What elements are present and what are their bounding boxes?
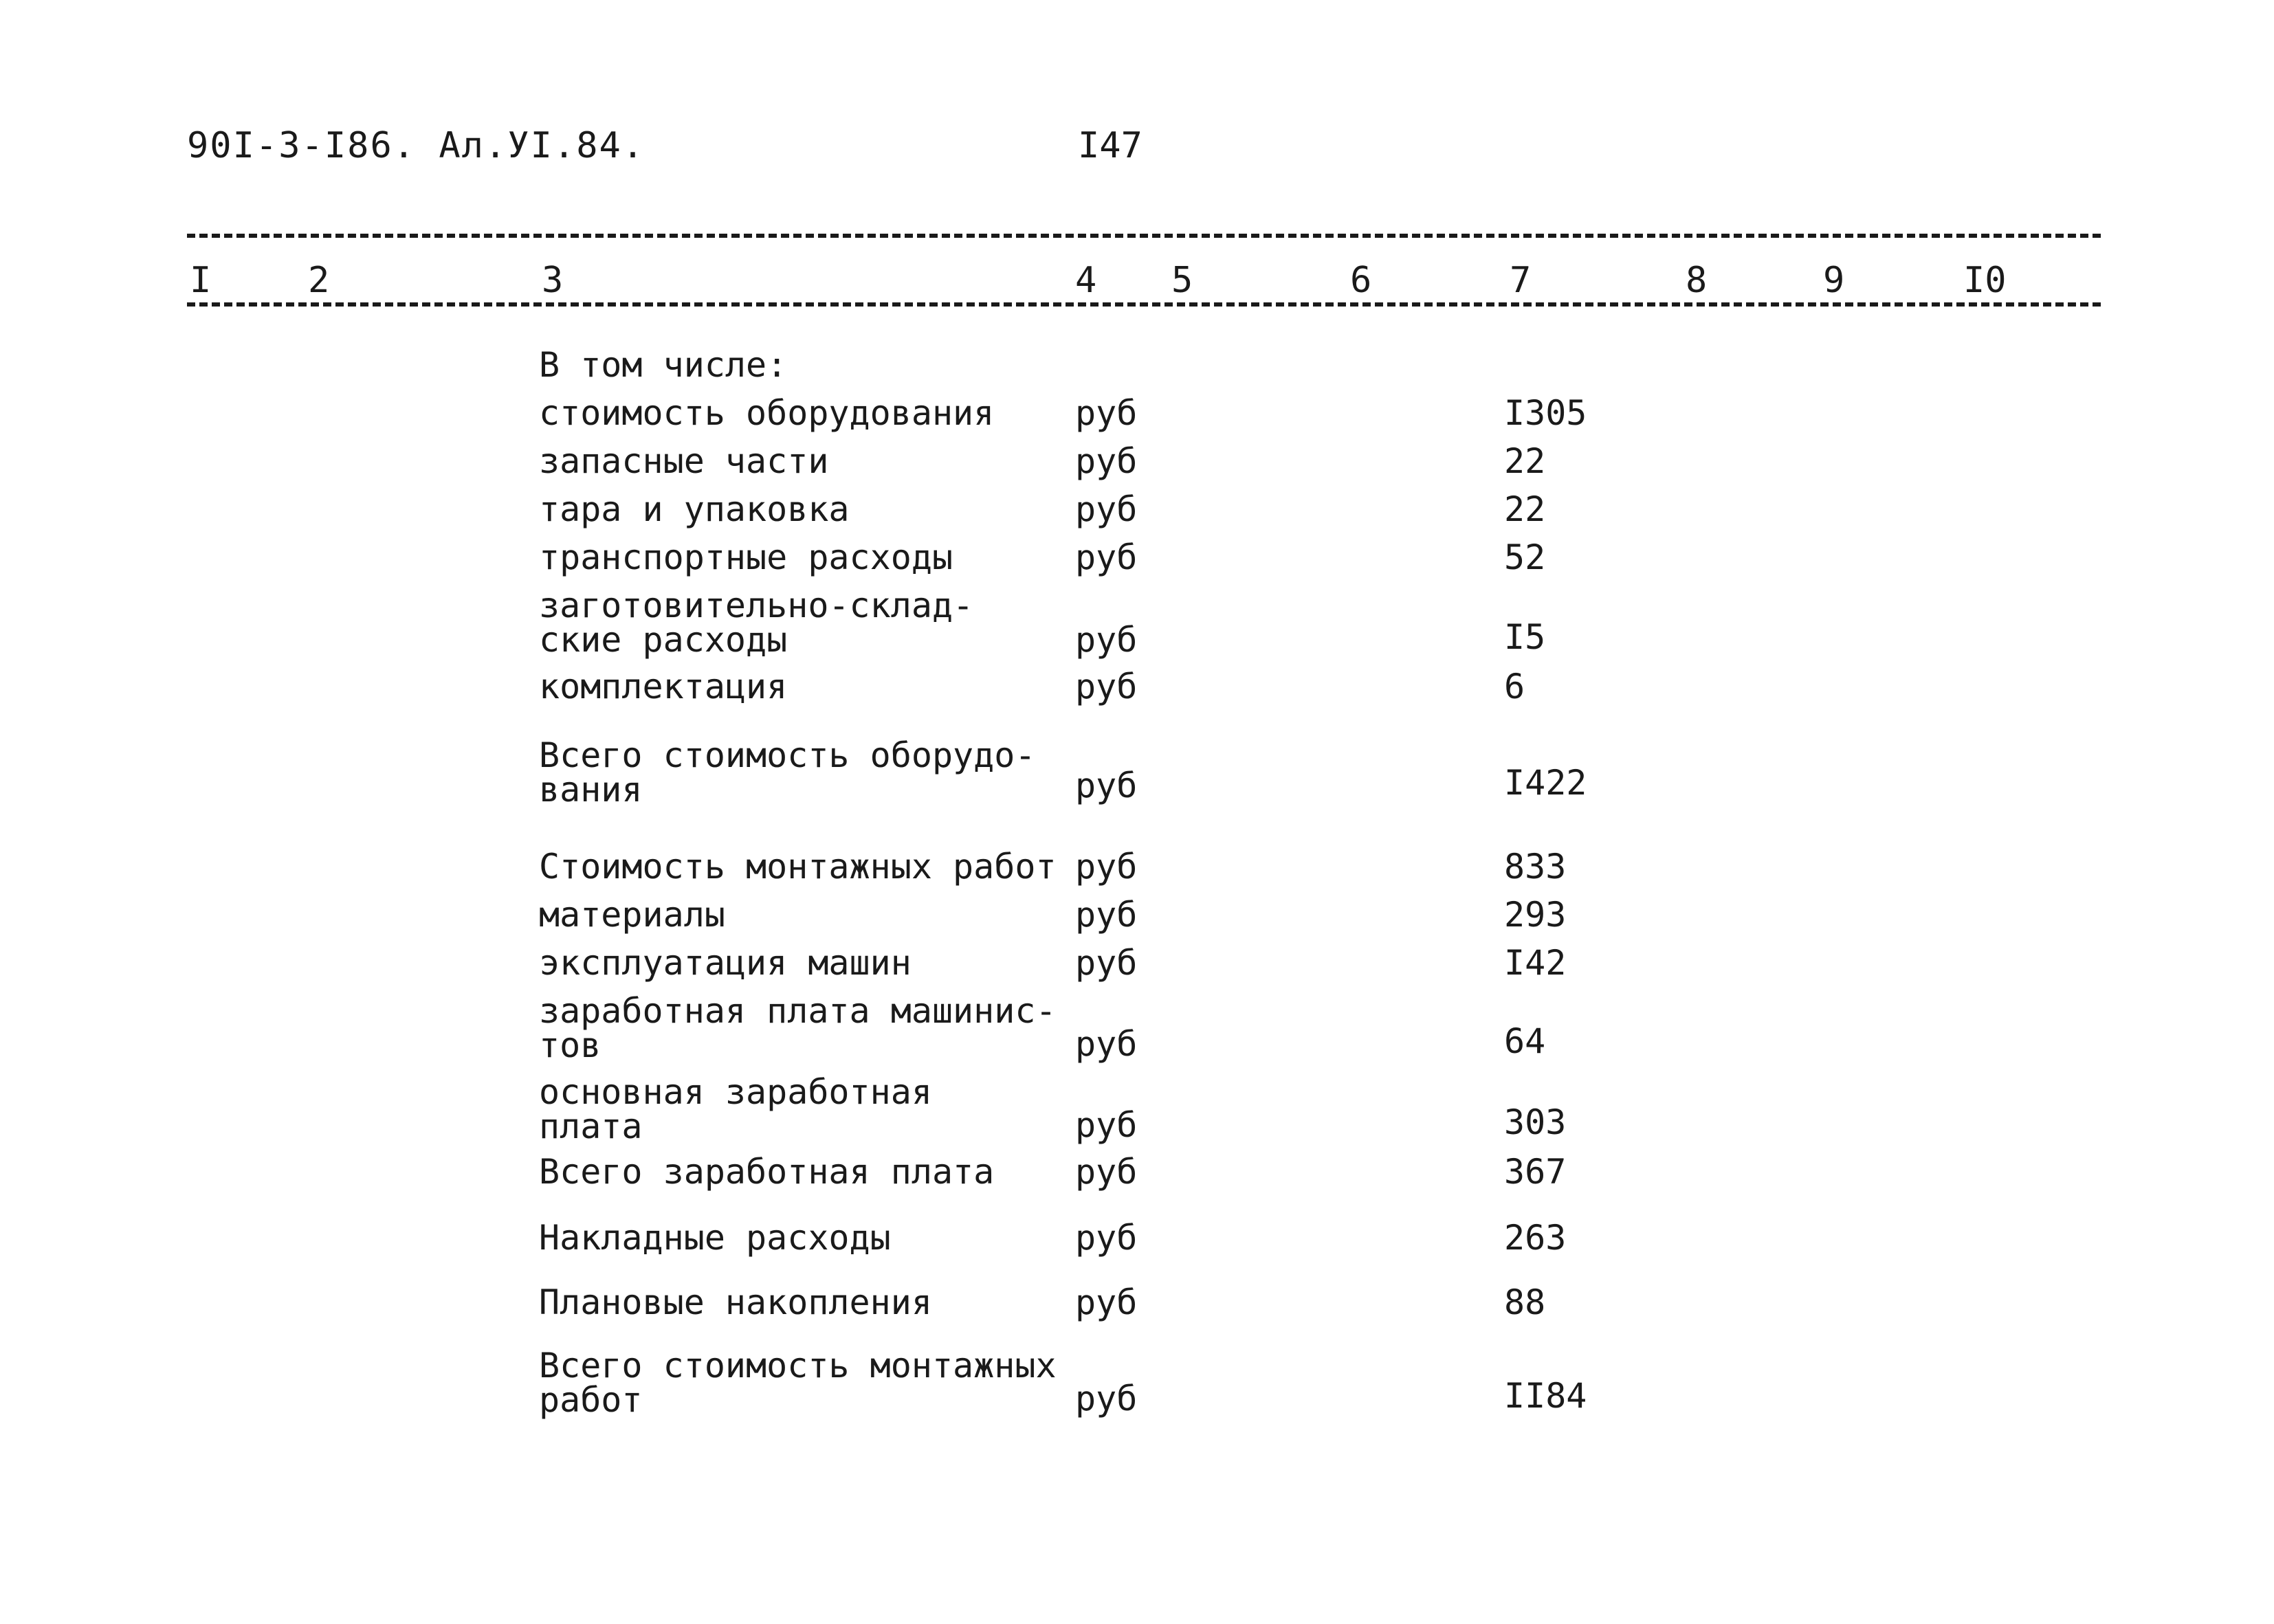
row-value: I422 — [1504, 763, 1587, 803]
row-unit: руб — [1075, 895, 1138, 935]
row-value: 367 — [1504, 1152, 1567, 1192]
row-label: заработная плата машинис- тов — [539, 991, 1057, 1065]
row-unit: руб — [1075, 847, 1138, 887]
column-number: I0 — [1963, 260, 2007, 301]
row-unit: руб — [1075, 943, 1138, 983]
row-label: Плановые накопления — [539, 1282, 932, 1322]
table-top-rule — [187, 234, 2101, 238]
row-unit: руб — [1075, 1152, 1138, 1192]
page-number: I47 — [1078, 125, 1142, 166]
row-value: 293 — [1504, 895, 1567, 935]
row-label: основная заработная плата — [539, 1072, 932, 1146]
row-label: Накладные расходы — [539, 1218, 891, 1258]
row-value: 6 — [1504, 667, 1525, 707]
row-label: стоимость оборудования — [539, 393, 995, 433]
row-unit: руб — [1075, 1379, 1138, 1419]
row-unit: руб — [1075, 393, 1138, 433]
row-value: II84 — [1504, 1376, 1587, 1416]
row-value: 833 — [1504, 847, 1567, 887]
column-number: 8 — [1686, 260, 1708, 301]
row-label: Всего стоимость монтажных работ — [539, 1346, 1057, 1420]
row-label: запасные части — [539, 441, 829, 481]
row-unit: руб — [1075, 1218, 1138, 1258]
column-number: 9 — [1823, 260, 1845, 301]
row-unit: руб — [1075, 620, 1138, 660]
row-value: 88 — [1504, 1282, 1546, 1322]
row-label: комплектация — [539, 667, 788, 707]
row-label: Всего заработная плата — [539, 1152, 995, 1192]
row-unit: руб — [1075, 441, 1138, 481]
row-value: 52 — [1504, 537, 1546, 577]
row-label: материалы — [539, 895, 725, 935]
row-label: Стоимость монтажных работ — [539, 847, 1057, 887]
row-value: 22 — [1504, 441, 1546, 481]
table-header-rule — [187, 302, 2101, 307]
row-unit: руб — [1075, 537, 1138, 577]
row-label: тара и упаковка — [539, 489, 850, 529]
column-number: I — [190, 260, 212, 301]
row-value: 263 — [1504, 1218, 1567, 1258]
column-number: 3 — [542, 260, 564, 301]
column-number: 7 — [1510, 260, 1532, 301]
row-label: заготовительно-склад- ские расходы — [539, 586, 974, 660]
row-label: транспортные расходы — [539, 537, 953, 577]
row-unit: руб — [1075, 667, 1138, 707]
column-number: 6 — [1350, 260, 1372, 301]
row-value: I305 — [1504, 393, 1587, 433]
row-label: Всего стоимость оборудо- вания — [539, 735, 1036, 810]
row-unit: руб — [1075, 1024, 1138, 1064]
row-value: 303 — [1504, 1102, 1567, 1142]
row-label: эксплуатация машин — [539, 943, 912, 983]
row-unit: руб — [1075, 766, 1138, 805]
row-unit: руб — [1075, 1282, 1138, 1322]
row-label: В том числе: — [539, 345, 788, 385]
column-number: 5 — [1171, 260, 1193, 301]
column-number: 2 — [308, 260, 330, 301]
row-value: I5 — [1504, 617, 1546, 657]
column-number: 4 — [1075, 260, 1097, 301]
row-value: 22 — [1504, 489, 1546, 529]
document-code: 90I-3-I86. Ал.УI.84. — [187, 125, 645, 166]
row-value: I42 — [1504, 943, 1567, 983]
row-value: 64 — [1504, 1021, 1546, 1061]
row-unit: руб — [1075, 1105, 1138, 1145]
row-unit: руб — [1075, 489, 1138, 529]
